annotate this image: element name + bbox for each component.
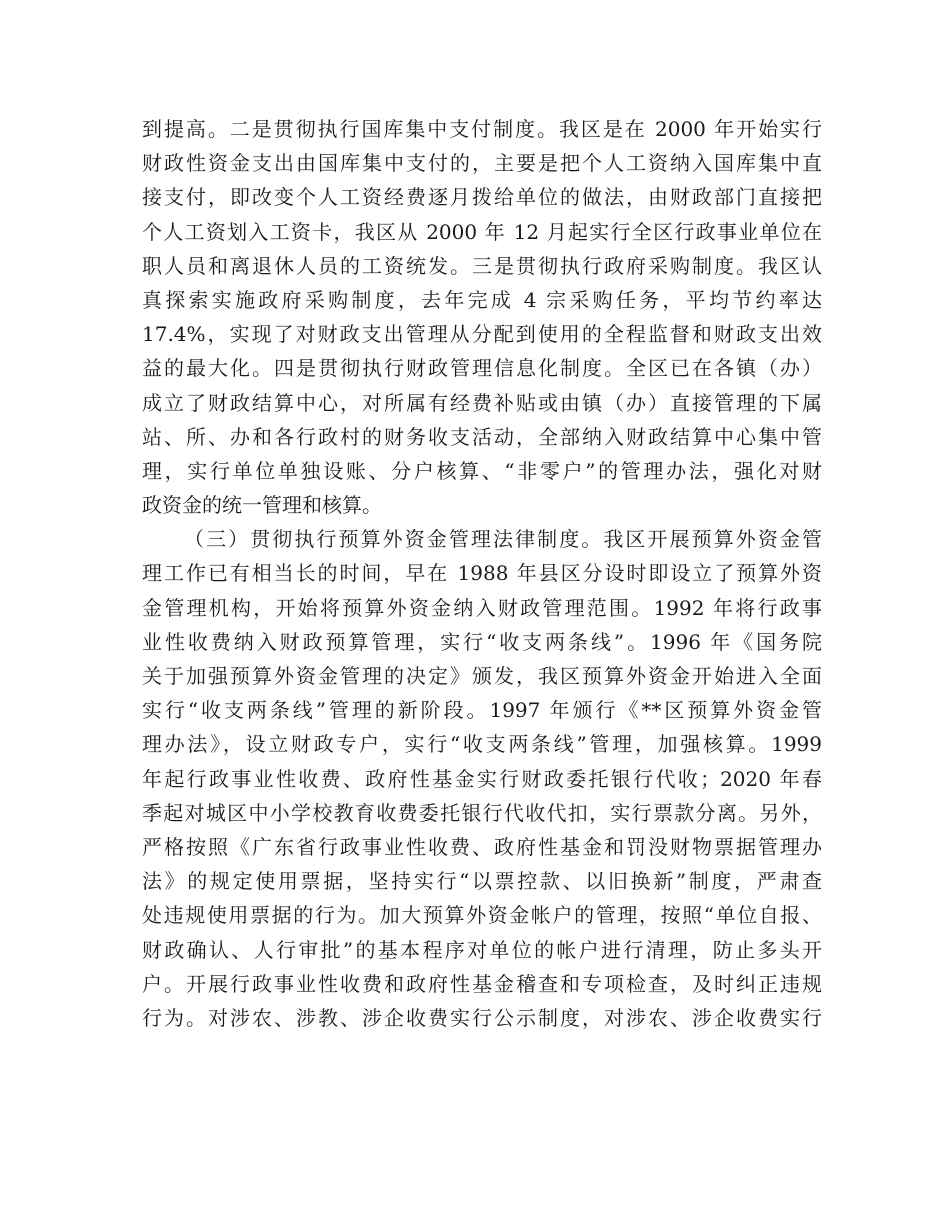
text-line: 职人员和离退休人员的工资统发。三是贯彻执行政府采购制度。我区认	[142, 253, 822, 278]
text-line: 年起行政事业性收费、政府性基金实行财政委托银行代收；2020 年春	[142, 766, 822, 791]
text-line: 法》的规定使用票据，坚持实行“以票控款、以旧换新”制度，严肃查	[142, 869, 822, 894]
text-line: 季起对城区中小学校教育收费委托银行代收代扣，实行票款分离。另外，	[142, 800, 822, 825]
text-line: 政资金的统一管理和核算。	[142, 493, 382, 518]
text-line: 行为。对涉农、涉教、涉企收费实行公示制度，对涉农、涉企收费实行	[142, 1005, 822, 1030]
text-line: 严格按照《广东省行政事业性收费、政府性基金和罚没财物票据管理办	[142, 834, 822, 859]
paragraph	[142, 112, 822, 522]
text-line: 真探索实施政府采购制度，去年完成 4 宗采购任务，平均节约率达	[142, 287, 822, 312]
text-line: 财政性资金支出由国库集中支付的，主要是把个人工资纳入国库集中直	[142, 151, 822, 176]
text-line: 关于加强预算外资金管理的决定》颁发，我区预算外资金开始进入全面	[142, 664, 822, 688]
text-line: 到提高。二是贯彻执行国库集中支付制度。我区是在 2000 年开始实行	[142, 117, 822, 141]
text-line: 实行“收支两条线”管理的新阶段。1997 年颁行《**区预算外资金管	[142, 698, 822, 723]
text-line: 处违规使用票据的行为。加大预算外资金帐户的管理，按照“单位自报、	[142, 903, 822, 928]
text-line: 理，实行单位单独设账、分户核算、“非零户”的管理办法，强化对财	[142, 458, 822, 483]
text-line: 成立了财政结算中心，对所属有经费补贴或由镇（办）直接管理的下属	[142, 390, 822, 415]
body-text	[142, 112, 822, 1035]
text-line: 站、所、办和各行政村的财务收支活动，全部纳入财政结算中心集中管	[142, 424, 822, 449]
text-line: 户。开展行政事业性收费和政府性基金稽查和专项检查，及时纠正违规	[142, 971, 822, 996]
text-line: 金管理机构，开始将预算外资金纳入财政管理范围。1992 年将行政事	[142, 595, 822, 620]
text-line: 益的最大化。四是贯彻执行财政管理信息化制度。全区已在各镇（办）	[142, 356, 822, 381]
text-line: 理办法》，设立财政专户，实行“收支两条线”管理，加强核算。1999	[142, 732, 822, 757]
text-line: 接支付，即改变个人工资经费逐月拨给单位的做法，由财政部门直接把	[142, 185, 822, 210]
text-line: 理工作已有相当长的时间，早在 1988 年县区分设时即设立了预算外资	[142, 561, 822, 586]
text-line: 财政确认、人行审批”的基本程序对单位的帐户进行清理，防止多头开	[142, 937, 822, 962]
text-line: （三）贯彻执行预算外资金管理法律制度。我区开展预算外资金管	[184, 527, 822, 552]
paragraph	[142, 522, 822, 1035]
text-line: 17.4%，实现了对财政支出管理从分配到使用的全程监督和财政支出效	[142, 322, 822, 347]
text-line: 业性收费纳入财政预算管理，实行“收支两条线”。1996 年《国务院	[142, 629, 822, 654]
text-line: 个人工资划入工资卡，我区从 2000 年 12 月起实行全区行政事业单位在	[142, 219, 822, 244]
